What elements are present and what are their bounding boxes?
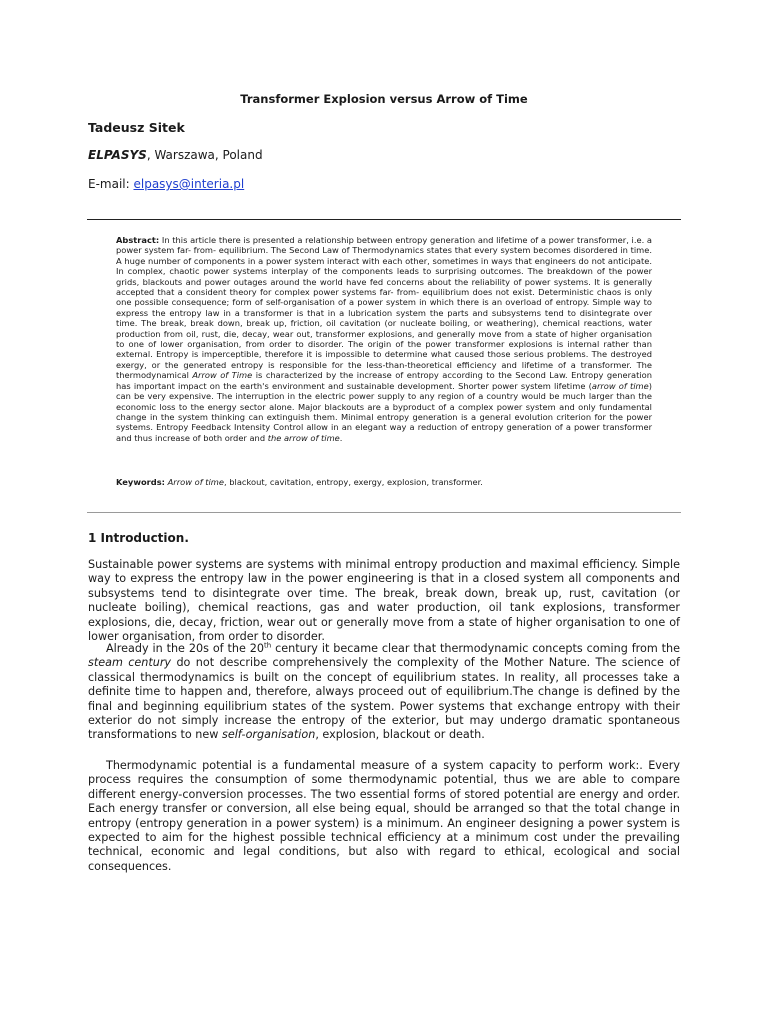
keywords	[116, 477, 652, 487]
paper-title: Transformer Explosion versus Arrow of Time	[240, 92, 528, 106]
email-label: E-mail:	[88, 177, 134, 191]
abstract-text-3: ) can be very expensive. The interruption in the electric power supply to any region of a country would be much larger than the economic loss to the energy sector alone. Major blackouts are a byproduct of a complex power system and only fundamental change in the system thinking can extinguish them. Minimal entropy generation is a general evolution criterion for the power systems. Entropy Feedback Intensity Control allow in an elegant way a reduction of entropy generation of a power transformer and thus increase of both order and	[116, 380, 652, 443]
paragraph-2	[88, 642, 680, 743]
author-name: Tadeusz Sitek	[88, 120, 185, 135]
author-affiliation	[88, 148, 263, 162]
abstract-em-2: arrow of time	[591, 380, 649, 391]
keywords-list: , blackout, cavitation, entropy, exergy, explosion, transformer.	[224, 477, 483, 487]
author-email	[88, 177, 244, 191]
keywords-em: Arrow of time	[164, 477, 224, 487]
p2-em-2: self-organisation	[221, 728, 316, 742]
abstract	[116, 235, 652, 443]
divider-mid	[87, 512, 681, 513]
p2-em-1: steam century	[88, 656, 172, 670]
keywords-label: Keywords:	[116, 477, 165, 487]
affiliation-location: , Warszawa, Poland	[146, 148, 263, 162]
email-link[interactable]: elpasys@interia.pl	[133, 177, 245, 191]
p2-text-b: century it became clear that thermodynamic concepts coming from the	[271, 642, 681, 655]
divider-top	[87, 219, 681, 220]
abstract-em-1: Arrow of Time	[192, 370, 253, 381]
paragraph-3: Thermodynamic potential is a fundamental measure of a system capacity to perform work:. Every process requires the consumption of some thermodynamic potential, thus we are able to compare different energy-conversion processes. The two essential forms of stored potential are energy and order. Each energy transfer or conversion, all else being equal, should be arranged so that the total change in entropy (entropy generation in a power system) is a minimum. An engineer designing a power system is expected to aim for the highest possible technical efficiency at a minimum cost under the prevailing technical, economic and legal conditions, but also with regard to ethical, ecological and social consequences.	[88, 759, 680, 873]
section-heading: 1 Introduction.	[88, 531, 189, 545]
affiliation-org: ELPASYS	[88, 148, 147, 162]
abstract-label: Abstract:	[116, 235, 160, 245]
abstract-text-4: .	[339, 432, 343, 443]
abstract-text-1: In this article there is presented a relationship between entropy generation and lifetime of a power transformer, i.e. a power system far- from- equilibrium. The Second Law of Thermodynamics states that every system becomes disordered in time. A huge number of components in a power system interact with each other, sometimes in ways that engineers do not anticipate. In complex, chaotic power systems interplay of the components leads to surprising outcomes. The breakdown of the power grids, blackouts and power outages around the world have fed concerns about the reliability of power systems. It is generally accepted that a consident theory for complex power systems far- from- equilibrium does not exist. Deterministic chaos is only one possible consequence; form of self-organisation of a power system in which there is an overload of entropy. Simple way to express the entropy law in a transformer is that in a lubrication system the parts and subsystems tend to disintegrate over time. The break, break down, break up, friction, oil cavitation (or nucleate boiling, or weathering), chemical reactions, water production from oil, rust, die, decay, wear out, transformer explosions, and generally move from a state of higher organisation to one of lower organisation, from order to disorder. The origin of the power transformer explosions is internal rather than external. Entropy is imperceptible, therefore it is impossible to determine what caused those serious problems. The destroyed exergy, or the generated entropy is responsible for the less-than-theoretical efficiency and lifetime of a transformer. The thermodynamical	[116, 235, 652, 381]
p2-text-d: , explosion, blackout or death.	[315, 728, 485, 742]
paragraph-1: Sustainable power systems are systems with minimal entropy production and maximal efficiency. Simple way to express the entropy law in the power engineering is that in a closed system all components and subsystems tend to disintegrate over time. The break, break down, break up, rust, cavitation (or nucleate boiling), chemical reactions, gas and water production, oil tank explosions, transformer explosions, die, decay, friction, wear out or generally move from a state of higher organisation to one of lower organisation, from order to disorder.	[88, 558, 680, 644]
abstract-text-2: is characterized by the increase of entropy according to the Second Law. Entropy generation has important impact on the earth's environment and sustainable development. Shorter power system lifetime (	[116, 370, 652, 391]
p2-superscript: th	[264, 641, 272, 650]
p2-text-c: do not describe comprehensively the complexity of the Mother Nature. The science of classical thermodynamics is built on the concept of equilibrium states. In reality, all processes take a definite time to happen and, therefore, always proceed out of equilibrium.The change is defined by the final and beginning equilibrium states of the system. Power systems that exchange entropy with their exterior do not simply increase the entropy of the exterior, but may undergo dramatic spontaneous transformations to new	[88, 656, 680, 742]
p2-text-a: Already in the 20s of the 20	[106, 642, 265, 655]
abstract-em-3: the arrow of time	[267, 432, 340, 443]
